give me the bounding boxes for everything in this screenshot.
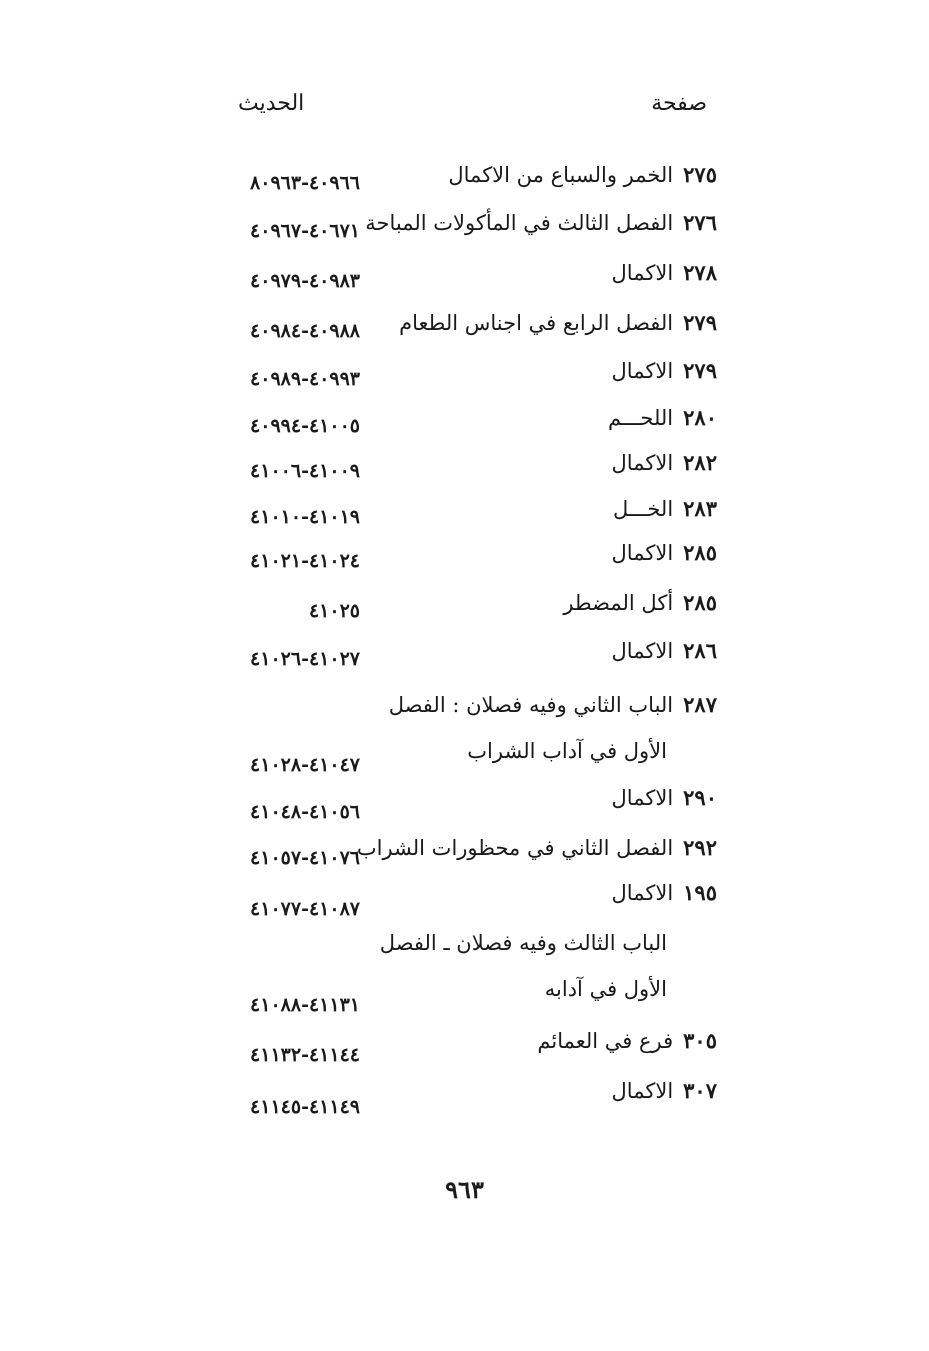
index-entry bbox=[0, 1068, 929, 1118]
entry-page-number: ٢٧٩ bbox=[683, 310, 717, 335]
index-entry bbox=[0, 775, 929, 821]
entry-title: أكل المضطر bbox=[563, 591, 674, 615]
entry-title-line bbox=[612, 1068, 717, 1114]
entry-page-number: ٢٨٢ bbox=[683, 450, 717, 475]
entry-page-number: ٣٠٧ bbox=[683, 1078, 717, 1103]
entry-title-line bbox=[357, 825, 717, 871]
entry-title: الفصل الثالث في المأكولات المباحة bbox=[365, 211, 674, 235]
entry-title: الاكمال bbox=[611, 881, 674, 905]
entry-title: الاكمال bbox=[611, 541, 674, 565]
entry-hadith-range: ٤١٠٢٤-٤١٠٢١ bbox=[250, 550, 360, 572]
entry-title-line bbox=[448, 152, 717, 198]
entry-title-line bbox=[612, 530, 717, 576]
entry-title-line bbox=[545, 966, 667, 1012]
entry-title-line bbox=[399, 300, 717, 346]
entry-title-line bbox=[563, 580, 717, 626]
entry-page-number: ٢٧٩ bbox=[683, 358, 717, 383]
entry-title: الباب الثالث وفيه فصلان ـ الفصل bbox=[379, 931, 667, 955]
entry-page-number: ٢٩٠ bbox=[683, 785, 717, 810]
index-entry bbox=[0, 300, 929, 346]
entry-page-number: ٢٧٨ bbox=[683, 260, 717, 285]
entry-page-number: ٢٧٥ bbox=[683, 162, 717, 187]
entry-title-line bbox=[608, 395, 717, 441]
entry-page-number: ٢٨٧ bbox=[683, 692, 717, 717]
entry-title: الاكمال bbox=[611, 451, 674, 475]
entry-title: الاكمال bbox=[611, 359, 674, 383]
index-entry bbox=[0, 395, 929, 441]
entry-title: الخمر والسباع من الاكمال bbox=[448, 163, 674, 187]
entry-hadith-range: ٤٠٩٩٣-٤٠٩٨٩ bbox=[250, 368, 360, 390]
entry-hadith-range: ٤٠٩٨٨-٤٠٩٨٤ bbox=[250, 320, 360, 342]
entry-title: فرع في العمائم bbox=[537, 1029, 674, 1053]
entry-title: الاكمال bbox=[611, 1079, 674, 1103]
entry-hadith-range: ٤١٠٥٦-٤١٠٤٨ bbox=[250, 801, 360, 823]
entry-title-line bbox=[612, 348, 717, 394]
index-entry bbox=[0, 530, 929, 576]
entry-hadith-range: ٤١١٤٩-٤١١٤٥ bbox=[250, 1096, 360, 1118]
page-column-header: صفحة bbox=[651, 91, 707, 116]
entry-page-number: ٢٧٦ bbox=[683, 210, 717, 235]
entry-hadith-range: ٤١٠٢٧-٤١٠٢٦ bbox=[250, 648, 360, 670]
entry-page-number: ٢٨٦ bbox=[683, 638, 717, 663]
entry-title-line bbox=[537, 1018, 717, 1064]
entry-title-line bbox=[612, 250, 717, 296]
entry-page-number: ١٩٥ bbox=[683, 880, 717, 905]
index-entry bbox=[0, 682, 929, 728]
entry-title-line bbox=[612, 870, 717, 916]
index-entry bbox=[0, 628, 929, 674]
entry-title: الفصل الرابع في اجناس الطعام bbox=[399, 311, 674, 335]
index-entry bbox=[0, 825, 929, 871]
index-entry bbox=[0, 486, 929, 532]
entry-title: الاكمال bbox=[611, 261, 674, 285]
entry-hadith-range: ٤٠٦٧١-٤٠٩٦٧ bbox=[250, 220, 360, 242]
entry-hadith-range: ٤١٠٧٦-٤١٠٥٧ bbox=[250, 847, 360, 869]
entry-title: الاكمال bbox=[611, 786, 674, 810]
index-entry bbox=[0, 250, 929, 296]
entry-title: الباب الثاني وفيه فصلان : الفصل bbox=[388, 693, 674, 717]
index-entry bbox=[0, 348, 929, 394]
index-entry bbox=[0, 152, 929, 198]
entry-page-number: ٢٨٠ bbox=[683, 405, 717, 430]
entry-title: اللحـــم bbox=[607, 406, 674, 430]
entry-title-line bbox=[612, 628, 717, 674]
entry-hadith-range: ٤١١٤٤-٤١١٣٢ bbox=[250, 1044, 360, 1066]
hadith-column-header: الحديث bbox=[238, 91, 305, 116]
entry-hadith-range: ٤١١٣١-٤١٠٨٨ bbox=[250, 994, 360, 1016]
index-entry bbox=[0, 728, 929, 774]
entry-hadith-range: ٤١٠٠٥-٤٠٩٩٤ bbox=[250, 415, 360, 437]
entry-hadith-range: ٤٠٩٦٦-٨٠٩٦٣ bbox=[250, 172, 360, 194]
entry-title-line bbox=[612, 775, 717, 821]
entry-hadith-range: ٤١٠٠٩-٤١٠٠٦ bbox=[250, 460, 360, 482]
entry-title-line bbox=[380, 920, 667, 966]
index-entry bbox=[0, 440, 929, 486]
entry-hadith-range: ٤١٠١٩-٤١٠١٠ bbox=[250, 506, 360, 528]
entry-hadith-range: ٤١٠٨٧-٤١٠٧٧ bbox=[250, 898, 360, 920]
entry-hadith-range: ٤١٠٢٥ bbox=[308, 600, 360, 622]
entry-title: الخـــل bbox=[613, 497, 674, 521]
index-entry bbox=[0, 870, 929, 920]
entry-page-number: ٢٩٢ bbox=[683, 835, 717, 860]
index-entry bbox=[0, 966, 929, 1016]
entry-title-line bbox=[467, 728, 667, 774]
entry-page-number: ٢٨٣ bbox=[683, 496, 717, 521]
entry-title-line bbox=[612, 440, 717, 486]
entry-title: الأول في آداب الشراب bbox=[467, 739, 667, 763]
entry-title: الاكمال bbox=[611, 639, 674, 663]
index-entry bbox=[0, 920, 929, 966]
entry-page-number: ٢٨٥ bbox=[683, 590, 717, 615]
entry-title-line bbox=[613, 486, 717, 532]
entry-title: الأول في آدابه bbox=[544, 977, 667, 1001]
index-entry bbox=[0, 200, 929, 246]
index-entry bbox=[0, 580, 929, 626]
entry-title-line bbox=[389, 682, 717, 728]
page-number: ٩٦٣ bbox=[445, 1175, 484, 1204]
entry-page-number: ٢٨٥ bbox=[683, 540, 717, 565]
entry-title: الفصل الثاني في محظورات الشراب bbox=[356, 836, 674, 860]
entry-hadith-range: ٤١٠٤٧-٤١٠٢٨ bbox=[250, 754, 360, 776]
entry-hadith-range: ٤٠٩٨٣-٤٠٩٧٩ bbox=[250, 270, 360, 292]
entry-page-number: ٣٠٥ bbox=[683, 1028, 717, 1053]
index-entry bbox=[0, 1018, 929, 1064]
entry-title-line bbox=[365, 200, 717, 246]
